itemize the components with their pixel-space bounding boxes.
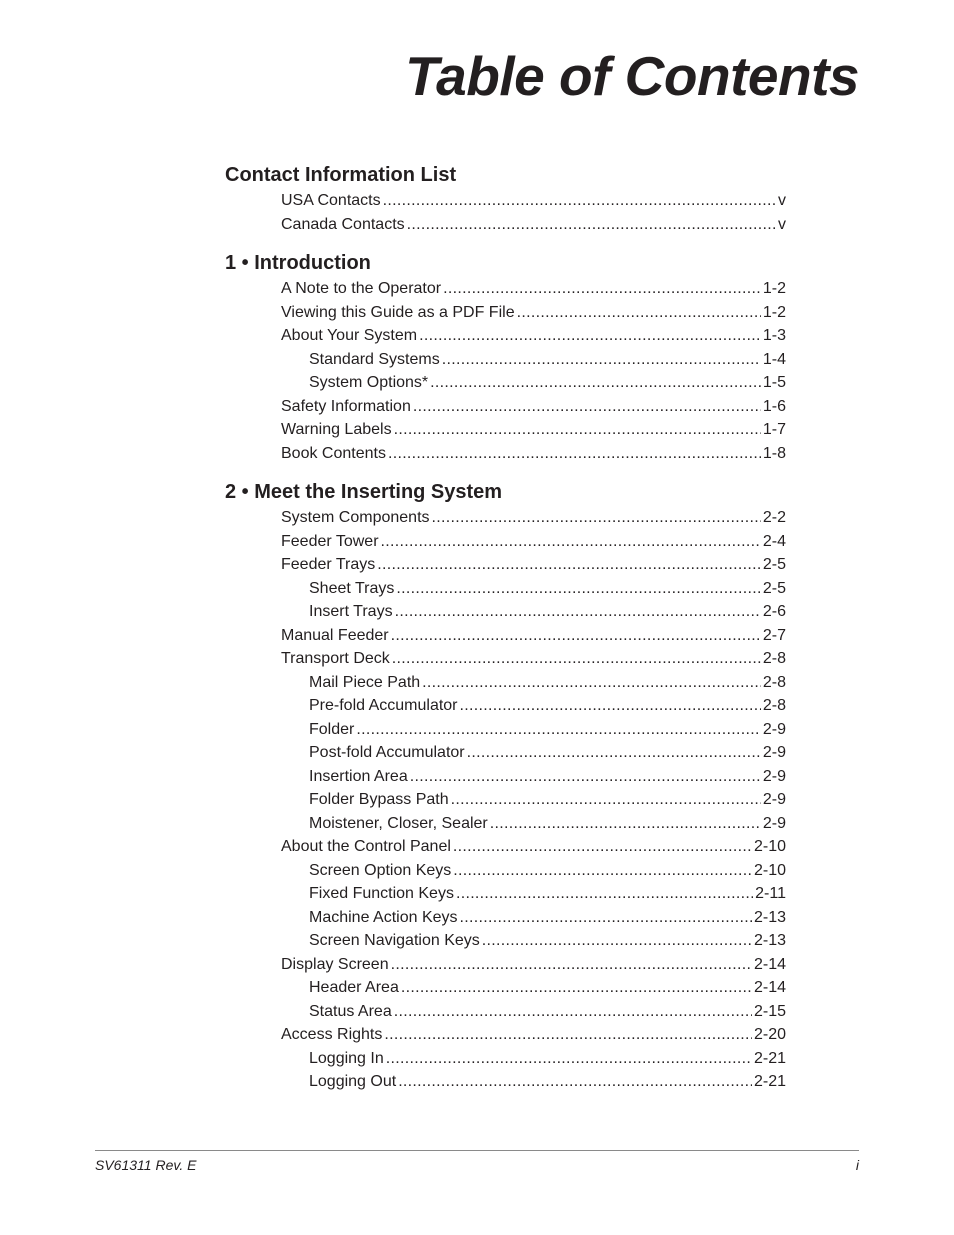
toc-entry-page: 1-2 xyxy=(762,303,786,321)
toc-entry[interactable] xyxy=(225,718,786,742)
page-title: Table of Contents xyxy=(405,45,859,107)
toc-entry[interactable] xyxy=(225,277,786,301)
toc-entry[interactable] xyxy=(225,213,786,237)
toc-entry-page: 2-9 xyxy=(762,791,786,808)
toc-entry[interactable] xyxy=(225,694,786,718)
toc-entry-page: 2-9 xyxy=(762,767,786,785)
toc-entry[interactable] xyxy=(225,189,786,213)
toc-entry[interactable] xyxy=(225,1023,786,1047)
toc-entry-page: 1-4 xyxy=(762,350,786,368)
dot-leader xyxy=(413,395,761,419)
toc-entry-title: Screen Navigation Keys xyxy=(309,932,480,949)
toc-entry-title: Access Rights xyxy=(281,1026,383,1043)
dot-leader xyxy=(453,859,752,883)
toc-entry-title: Warning Labels xyxy=(281,421,392,438)
toc-entry-title: Post-fold Accumulator xyxy=(309,744,465,761)
dot-leader xyxy=(388,442,761,466)
dot-leader xyxy=(451,788,761,812)
toc-entry-title: Moistener, Closer, Sealer xyxy=(309,814,488,832)
toc-entry-page: 1-2 xyxy=(762,280,786,297)
toc-entry-title: System Options* xyxy=(309,374,429,391)
toc-entry-page: 2-8 xyxy=(762,650,786,667)
toc-entry-title: Machine Action Keys xyxy=(309,908,458,926)
toc-entry-page: 2-11 xyxy=(755,885,786,902)
dot-leader xyxy=(398,1070,752,1094)
toc-entry-page: 1-6 xyxy=(762,397,786,415)
toc-entry[interactable] xyxy=(225,953,786,977)
dot-leader xyxy=(453,835,752,859)
toc-entry-page: 2-5 xyxy=(762,579,786,597)
dot-leader xyxy=(384,1023,752,1047)
toc-entry-page: 2-2 xyxy=(762,509,786,526)
toc-entry-page: 2-14 xyxy=(753,955,786,973)
section-entries xyxy=(225,277,786,465)
toc-entry-page: v xyxy=(778,215,786,233)
toc-entry-title: Canada Contacts xyxy=(281,215,405,233)
table-of-contents xyxy=(225,161,786,1094)
section-heading: 1 • Introduction xyxy=(225,252,371,274)
toc-entry-title: USA Contacts xyxy=(281,192,381,209)
dot-leader xyxy=(391,953,752,977)
toc-entry-title: Display Screen xyxy=(281,955,389,973)
dot-leader xyxy=(517,301,761,325)
toc-entry-title: Insertion Area xyxy=(309,767,408,785)
toc-entry[interactable] xyxy=(225,788,786,812)
toc-entry[interactable] xyxy=(225,348,786,372)
toc-entry-title: Sheet Trays xyxy=(309,579,395,597)
toc-entry-page: 2-9 xyxy=(762,720,786,738)
dot-leader xyxy=(432,506,761,530)
toc-entry-page: 2-6 xyxy=(762,603,786,620)
toc-entry-title: Book Contents xyxy=(281,444,386,462)
dot-leader xyxy=(482,929,752,953)
toc-entry-page: 2-21 xyxy=(753,1049,786,1067)
toc-entry-title: Feeder Tower xyxy=(281,532,379,550)
dot-leader xyxy=(396,577,761,601)
toc-section-meet-the-inserting-system xyxy=(225,478,786,1094)
toc-entry-title: Logging Out xyxy=(309,1073,397,1090)
dot-leader xyxy=(467,741,761,765)
toc-entry[interactable] xyxy=(225,741,786,765)
dot-leader xyxy=(422,671,761,695)
toc-entry[interactable] xyxy=(225,577,786,601)
toc-entry[interactable] xyxy=(225,976,786,1000)
toc-entry[interactable] xyxy=(225,1047,786,1071)
toc-entry[interactable] xyxy=(225,301,786,325)
toc-entry-page: 2-15 xyxy=(753,1002,786,1020)
toc-entry-title: Standard Systems xyxy=(309,350,440,368)
toc-entry-title: Transport Deck xyxy=(281,650,390,667)
toc-entry-title: Mail Piece Path xyxy=(309,673,421,691)
footer-doc-id: SV61311 Rev. E xyxy=(95,1157,197,1173)
toc-entry[interactable] xyxy=(225,442,786,466)
toc-entry[interactable] xyxy=(225,765,786,789)
dot-leader xyxy=(391,624,761,648)
toc-entry-title: Logging In xyxy=(309,1049,384,1067)
toc-entry-title: Fixed Function Keys xyxy=(309,885,454,902)
dot-leader xyxy=(392,647,761,671)
section-entries xyxy=(225,506,786,1094)
toc-entry-title: Insert Trays xyxy=(309,603,393,620)
toc-entry[interactable] xyxy=(225,1000,786,1024)
toc-entry-page: 2-8 xyxy=(762,697,786,714)
toc-entry-title: Safety Information xyxy=(281,397,411,415)
toc-entry-title: A Note to the Operator xyxy=(281,280,442,297)
toc-section-contact-information xyxy=(225,161,786,236)
dot-leader xyxy=(460,694,761,718)
dot-leader xyxy=(386,1047,752,1071)
toc-entry[interactable] xyxy=(225,553,786,577)
toc-entry-title: Header Area xyxy=(309,979,399,996)
toc-entry-title: Folder xyxy=(309,720,355,738)
dot-leader xyxy=(394,418,761,442)
toc-entry[interactable] xyxy=(225,600,786,624)
toc-entry-page: 2-5 xyxy=(762,556,786,573)
section-heading: 2 • Meet the Inserting System xyxy=(225,481,503,503)
dot-leader xyxy=(381,530,761,554)
dot-leader xyxy=(456,882,753,906)
dot-leader xyxy=(383,189,776,213)
toc-entry[interactable] xyxy=(225,835,786,859)
toc-entry[interactable] xyxy=(225,395,786,419)
toc-entry-title: System Components xyxy=(281,509,430,526)
toc-entry[interactable] xyxy=(225,859,786,883)
toc-entry[interactable] xyxy=(225,324,786,348)
toc-entry-title: Manual Feeder xyxy=(281,626,389,644)
toc-entry-page: 1-3 xyxy=(762,327,786,344)
toc-entry-title: Feeder Trays xyxy=(281,556,376,573)
toc-entry-title: Folder Bypass Path xyxy=(309,791,449,808)
section-entries xyxy=(225,189,786,236)
toc-entry[interactable] xyxy=(225,371,786,395)
toc-entry-title: Pre-fold Accumulator xyxy=(309,697,458,714)
toc-entry[interactable] xyxy=(225,647,786,671)
toc-entry-page: 2-10 xyxy=(753,838,786,855)
toc-entry[interactable] xyxy=(225,882,786,906)
toc-entry[interactable] xyxy=(225,812,786,836)
toc-entry-page: 1-8 xyxy=(762,444,786,462)
toc-entry-page: v xyxy=(778,192,786,209)
dot-leader xyxy=(490,812,761,836)
toc-entry-page: 2-13 xyxy=(753,932,786,949)
dot-leader xyxy=(377,553,761,577)
toc-entry-title: Screen Option Keys xyxy=(309,861,452,879)
toc-entry-page: 1-5 xyxy=(762,374,786,391)
toc-entry[interactable] xyxy=(225,906,786,930)
toc-entry-title: Status Area xyxy=(309,1002,392,1020)
toc-entry[interactable] xyxy=(225,506,786,530)
dot-leader xyxy=(460,906,752,930)
dot-leader xyxy=(443,277,761,301)
toc-entry-page: 2-21 xyxy=(753,1073,786,1090)
toc-entry-page: 2-9 xyxy=(762,744,786,761)
toc-entry[interactable] xyxy=(225,1070,786,1094)
dot-leader xyxy=(407,213,776,237)
footer-divider xyxy=(95,1150,859,1151)
toc-entry-page: 2-20 xyxy=(753,1026,786,1043)
dot-leader xyxy=(356,718,761,742)
toc-entry-page: 2-9 xyxy=(762,814,786,832)
toc-entry-page: 2-13 xyxy=(753,908,786,926)
toc-entry[interactable] xyxy=(225,929,786,953)
toc-entry-title: Viewing this Guide as a PDF File xyxy=(281,303,515,321)
toc-entry[interactable] xyxy=(225,624,786,648)
toc-entry-title: About the Control Panel xyxy=(281,838,451,855)
section-heading: Contact Information List xyxy=(225,164,457,186)
dot-leader xyxy=(419,324,761,348)
dot-leader xyxy=(395,600,761,624)
toc-entry-page: 2-7 xyxy=(762,626,786,644)
toc-entry-page: 2-14 xyxy=(753,979,786,996)
toc-entry[interactable] xyxy=(225,530,786,554)
toc-entry-page: 1-7 xyxy=(762,421,786,438)
toc-entry-page: 2-10 xyxy=(753,861,786,879)
toc-entry-title: About Your System xyxy=(281,327,418,344)
toc-entry-page: 2-8 xyxy=(762,673,786,691)
dot-leader xyxy=(410,765,761,789)
toc-section-introduction xyxy=(225,249,786,465)
toc-entry[interactable] xyxy=(225,418,786,442)
dot-leader xyxy=(394,1000,752,1024)
dot-leader xyxy=(401,976,752,1000)
footer-page-number: i xyxy=(855,1157,859,1173)
toc-entry[interactable] xyxy=(225,671,786,695)
dot-leader xyxy=(442,348,761,372)
dot-leader xyxy=(430,371,761,395)
toc-entry-page: 2-4 xyxy=(762,532,786,550)
